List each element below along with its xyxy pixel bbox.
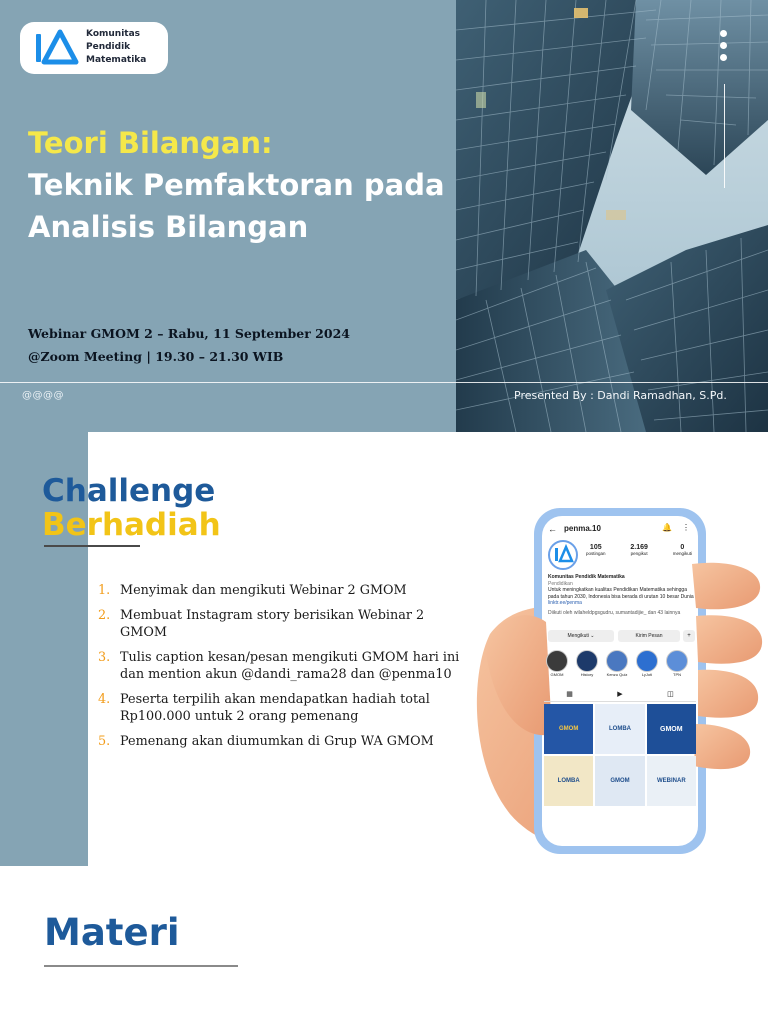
logo-badge xyxy=(20,22,168,74)
challenge-title-line-1: Challenge xyxy=(42,473,216,509)
grid-tab-icon[interactable]: ▦ xyxy=(566,691,573,698)
list-text: Membuat Instagram story berisikan Webinar 2 GMOM xyxy=(120,608,425,640)
post-thumbnail[interactable]: LOMBA xyxy=(544,756,593,806)
slide-challenge xyxy=(0,432,768,866)
finger-2 xyxy=(696,615,762,663)
back-arrow-icon[interactable]: ← xyxy=(548,524,557,534)
stat-followers[interactable]: 2.169 pengikut xyxy=(630,544,648,556)
instagram-profile-screen xyxy=(544,518,696,838)
profile-category: Pendidikan xyxy=(548,580,573,587)
list-text: Tulis caption kesan/pesan mengikuti GMOM hari ini dan mention akun @dandi_rama28 dan @penma10 xyxy=(120,650,460,682)
title-line-2: Teknik Pemfaktoran pada xyxy=(28,168,445,202)
post-thumbnail[interactable]: LOMBA xyxy=(595,704,644,754)
post-thumbnail[interactable]: GMOM xyxy=(647,704,696,754)
slide-title xyxy=(0,0,768,432)
avatar-logo-icon xyxy=(550,542,576,568)
title-underline xyxy=(44,545,140,547)
title-line-3: Analisis Bilangan xyxy=(28,210,309,244)
finger-1 xyxy=(692,563,760,610)
finger-3 xyxy=(698,670,758,718)
list-item xyxy=(98,649,460,683)
event-venue: @Zoom Meeting | 19.30 – 21.30 WIB xyxy=(28,349,284,364)
profile-bio: Untuk meningkatkan kualitas Pendidikan Matematika sehingga pada tahun 2030, Indonesia bisa berada di urutan 10 besar Dunia xyxy=(548,587,694,600)
list-item xyxy=(98,733,460,750)
highlight-item[interactable]: TPN xyxy=(666,650,688,677)
list-item xyxy=(98,607,460,641)
list-number: 3. xyxy=(98,650,111,665)
list-text: Menyimak dan mengikuti Webinar 2 GMOM xyxy=(120,583,407,598)
list-number: 4. xyxy=(98,692,111,707)
challenge-title xyxy=(42,474,221,542)
logo-line-1: Komunitas xyxy=(86,29,141,39)
post-thumbnail[interactable]: WEBINAR xyxy=(647,756,696,806)
challenge-title-line-2: Berhadiah xyxy=(42,507,221,543)
ia-logo-icon xyxy=(32,28,80,68)
story-highlights xyxy=(546,650,696,677)
phone-illustration xyxy=(470,504,768,859)
profile-link[interactable]: linktr.ee/penma xyxy=(548,600,582,606)
presenter-credit: Presented By : Dandi Ramadhan, S.Pd. xyxy=(514,389,727,402)
profile-name: Komunitas Pendidik Matematika xyxy=(548,574,625,580)
profile-avatar[interactable] xyxy=(548,540,578,570)
tagged-tab-icon[interactable]: ◫ xyxy=(667,691,674,698)
post-thumbnail[interactable]: GMOM xyxy=(544,704,593,754)
webinar-title xyxy=(28,122,448,248)
highlight-item[interactable]: Kenzu Quiz xyxy=(606,650,628,677)
stat-following[interactable]: 0 mengikuti xyxy=(672,544,692,556)
add-person-icon[interactable]: + xyxy=(683,630,695,642)
logo-line-2: Pendidik xyxy=(86,42,131,52)
list-text: Peserta terpilih akan mendapatkan hadiah total Rp100.000 untuk 2 orang pemenang xyxy=(120,692,430,724)
logo-line-3: Matematika xyxy=(86,55,147,65)
list-text: Pemenang akan diumumkan di Grup WA GMOM xyxy=(120,734,434,749)
event-date: Webinar GMOM 2 – Rabu, 11 September 2024 xyxy=(28,326,350,341)
social-handles: @@@@ xyxy=(22,390,64,401)
reels-tab-icon[interactable]: ▶ xyxy=(617,691,623,698)
follow-button[interactable]: Mengikuti ⌄ xyxy=(548,630,614,642)
challenge-rules-list xyxy=(98,582,460,758)
followed-by: Diikuti oleh wilaheldpgsgudru, sumantadijie_ dan 43 lainnya xyxy=(548,609,681,616)
bell-icon[interactable]: 🔔 xyxy=(662,523,672,532)
message-button[interactable]: Kirim Pesan xyxy=(618,630,680,642)
materi-title: Materi xyxy=(44,911,180,954)
profile-bio-block xyxy=(548,574,694,616)
profile-stats xyxy=(586,544,692,556)
event-info xyxy=(28,322,350,368)
divider-line xyxy=(0,382,768,383)
highlight-item[interactable]: History xyxy=(576,650,598,677)
list-number: 5. xyxy=(98,734,111,749)
list-number: 1. xyxy=(98,583,111,598)
post-thumbnail[interactable]: GMOM xyxy=(595,756,644,806)
materi-underline xyxy=(44,965,238,967)
title-highlight: Teori Bilangan: xyxy=(28,126,273,160)
list-item xyxy=(98,582,460,599)
list-number: 2. xyxy=(98,608,111,623)
more-icon[interactable]: ⋮ xyxy=(682,523,690,532)
finger-4 xyxy=(694,724,750,769)
profile-tabs xyxy=(544,690,696,702)
highlight-item[interactable]: LyJoti xyxy=(636,650,658,677)
decorative-vertical-line xyxy=(724,84,725,188)
slide-materi xyxy=(0,866,768,1024)
profile-username: penma.10 xyxy=(564,524,601,533)
highlight-item[interactable]: GMOM xyxy=(546,650,568,677)
stat-posts[interactable]: 105 postingan xyxy=(586,544,606,556)
post-grid xyxy=(544,704,696,806)
pagination-dots xyxy=(719,30,729,70)
logo-text xyxy=(86,28,166,67)
list-item xyxy=(98,691,460,725)
